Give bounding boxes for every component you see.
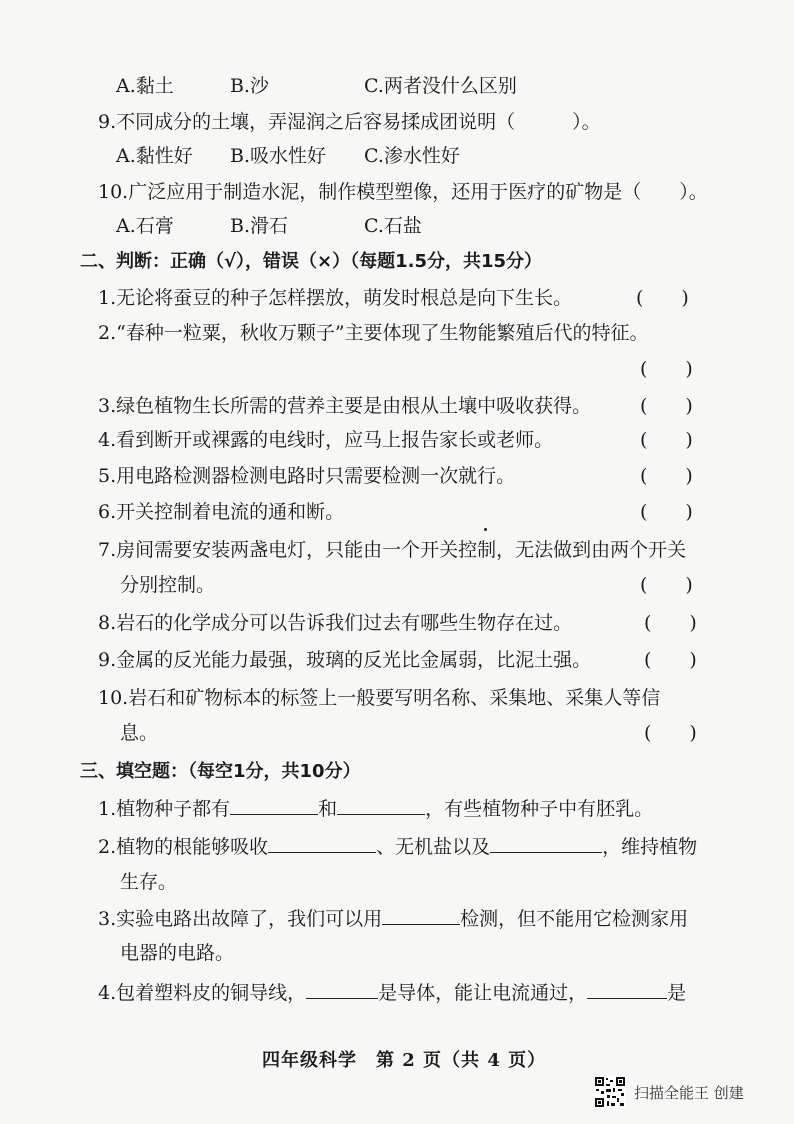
fill-4-text-b: 是导体，能让电流通过，: [378, 982, 588, 1004]
answer-paren-8[interactable]: ( ): [644, 612, 697, 634]
answer-paren-2[interactable]: ( ): [640, 358, 693, 380]
q8-option-a: A.黏土: [116, 75, 174, 97]
q9-question: 9.不同成分的土壤，弄湿润之后容易揉成团说明（ ）。: [98, 111, 601, 133]
fill-item-2: [98, 834, 697, 859]
q8-option-b: B.沙: [230, 75, 270, 97]
scanner-watermark: [594, 1076, 744, 1108]
fill-item-3-cont: 电器的电路。: [120, 942, 235, 964]
judge-item-7-cont: 分别控制。: [120, 574, 216, 596]
fill-2-text-a: 2.植物的根能够吸收: [98, 836, 269, 858]
answer-paren-3[interactable]: ( ): [640, 395, 693, 417]
answer-paren-10[interactable]: ( ): [644, 722, 697, 744]
q10-question: 10.广泛应用于制造水泥，制作模型塑像，还用于医疗的矿物是（ ）。: [98, 181, 708, 203]
fill-item-1: [98, 796, 653, 821]
q10-option-a: A.石膏: [116, 215, 174, 237]
fill-1-text-a: 1.植物种子都有: [98, 798, 231, 820]
judge-item-10: 10.岩石和矿物标本的标签上一般要写明名称、采集地、采集人等信: [98, 687, 661, 709]
fill-1-text-c: ，有些植物种子中有胚乳。: [425, 798, 654, 820]
qr-code-icon: [594, 1076, 626, 1108]
judge-item-10-cont: 息。: [120, 722, 159, 744]
answer-paren-4[interactable]: ( ): [640, 429, 693, 451]
judge-item-1: 1.无论将蚕豆的种子怎样摆放，萌发时根总是向下生长。: [98, 287, 573, 309]
fill-3-blank-1[interactable]: [382, 906, 460, 925]
judge-item-4: 4.看到断开或裸露的电线时，应马上报告家长或老师。: [98, 429, 554, 451]
fill-item-3: [98, 906, 688, 931]
fill-3-text-b: 检测，但不能用它检测家用: [460, 908, 689, 930]
judge-item-8: 8.岩石的化学成分可以告诉我们过去有哪些生物存在过。: [98, 612, 573, 634]
answer-paren-1[interactable]: ( ): [636, 287, 689, 309]
ink-speck: [484, 528, 487, 531]
answer-paren-9[interactable]: ( ): [644, 649, 697, 671]
q9-option-b: B.吸水性好: [230, 145, 327, 167]
judge-item-7: 7.房间需要安装两盏电灯，只能由一个开关控制，无法做到由两个开关: [98, 539, 687, 561]
fill-2-text-c: ，维持植物: [602, 836, 698, 858]
q9-option-c: C.渗水性好: [364, 145, 460, 167]
judge-item-6: 6.开关控制着电流的通和断。: [98, 501, 345, 523]
section-2-title: 二、判断：正确（√），错误（×）（每题1.5分，共15分）: [80, 251, 543, 272]
fill-2-text-b: 、无机盐以及: [376, 836, 491, 858]
fill-2-blank-1[interactable]: [268, 834, 376, 853]
fill-3-text-a: 3.实验电路出故障了，我们可以用: [98, 908, 383, 930]
scanner-label: 扫描全能王 创建: [634, 1083, 744, 1102]
fill-4-text-c: 是: [667, 982, 687, 1004]
section-3-title: 三、填空题：（每空1分，共10分）: [80, 761, 361, 782]
fill-4-blank-1[interactable]: [306, 980, 378, 999]
fill-item-2-cont: 生存。: [120, 871, 178, 893]
q8-option-c: C.两者没什么区别: [364, 75, 517, 97]
judge-item-5: 5.用电路检测器检测电路时只需要检测一次就行。: [98, 465, 516, 487]
judge-item-2: 2.“春种一粒粟，秋收万颗子”主要体现了生物能繁殖后代的特征。: [98, 322, 649, 344]
fill-item-4: [98, 980, 686, 1005]
fill-4-blank-2[interactable]: [587, 980, 667, 999]
page-footer: 四年级科学 第 2 页（共 4 页）: [262, 1050, 547, 1071]
fill-2-blank-2[interactable]: [490, 834, 602, 853]
fill-1-text-b: 和: [318, 798, 338, 820]
answer-paren-5[interactable]: ( ): [640, 465, 693, 487]
fill-1-blank-2[interactable]: [337, 796, 425, 815]
q9-option-a: A.黏性好: [116, 145, 193, 167]
judge-item-9: 9.金属的反光能力最强，玻璃的反光比金属弱，比泥土强。: [98, 649, 592, 671]
fill-4-text-a: 4.包着塑料皮的铜导线，: [98, 982, 307, 1004]
q10-option-c: C.石盐: [364, 215, 422, 237]
judge-item-3: 3.绿色植物生长所需的营养主要是由根从土壤中吸收获得。: [98, 395, 592, 417]
answer-paren-6[interactable]: ( ): [640, 501, 693, 523]
fill-1-blank-1[interactable]: [230, 796, 318, 815]
q10-option-b: B.滑石: [230, 215, 289, 237]
answer-paren-7[interactable]: ( ): [640, 574, 693, 596]
